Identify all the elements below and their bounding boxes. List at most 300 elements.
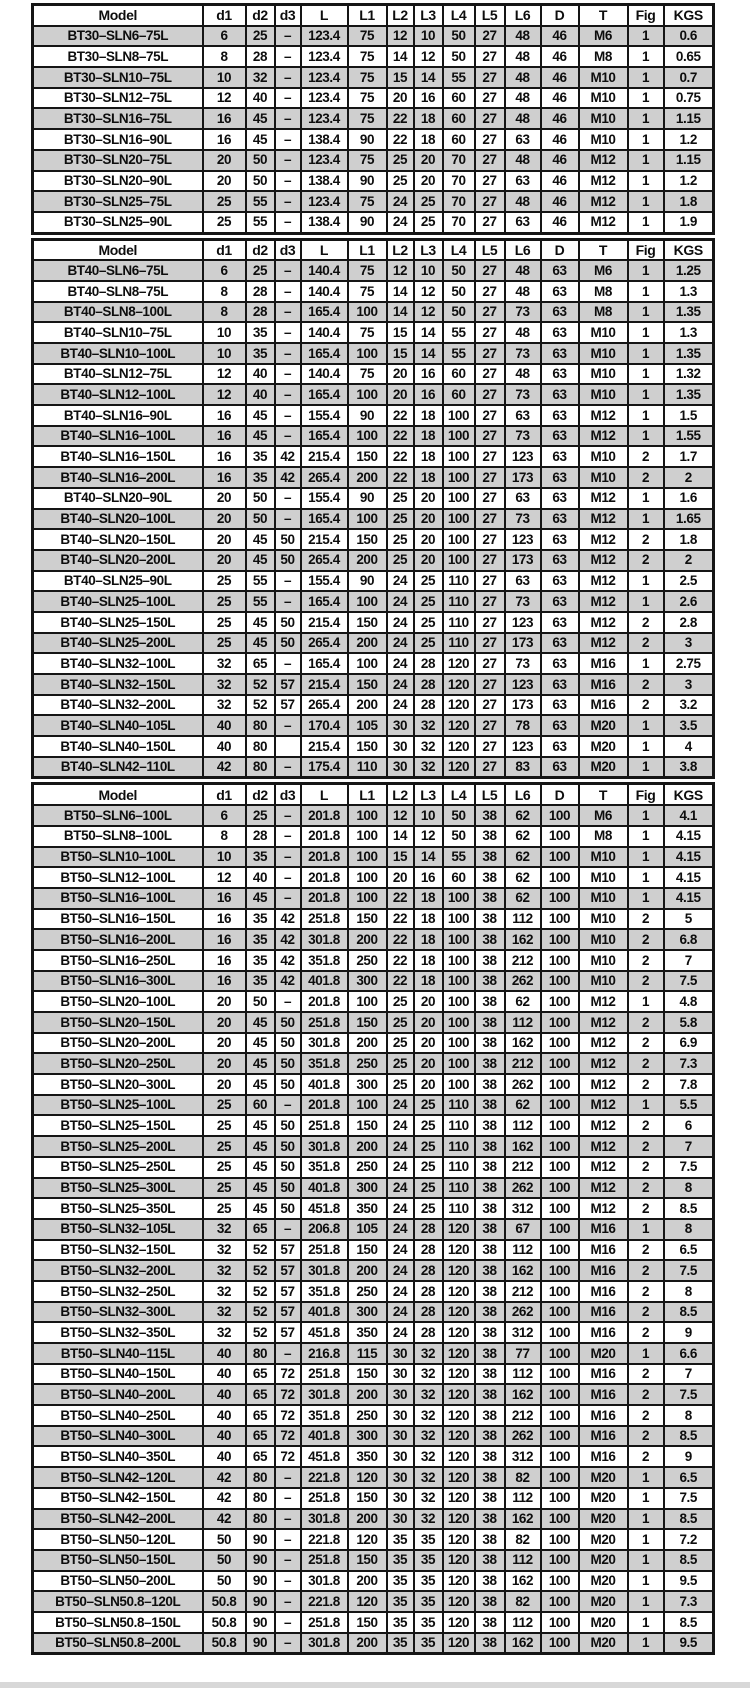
cell-d3: – <box>275 1219 301 1240</box>
cell-l1: 250 <box>348 1405 387 1426</box>
cell-kgs: 3.5 <box>664 715 714 736</box>
cell-kgs: 8 <box>664 1219 714 1240</box>
cell-l2: 25 <box>387 150 414 171</box>
cell-t: M10 <box>579 322 628 343</box>
cell-l2: 22 <box>387 467 414 488</box>
cell-d2: 40 <box>246 364 275 385</box>
cell-d3: – <box>275 88 301 109</box>
cell-d3: 50 <box>275 1033 301 1054</box>
cell-d2: 45 <box>246 1012 275 1033</box>
cell-d: 46 <box>541 129 579 150</box>
cell-l2: 25 <box>387 550 414 571</box>
cell-d3: – <box>275 108 301 129</box>
cell-d1: 32 <box>203 674 246 695</box>
cell-d: 46 <box>541 67 579 88</box>
cell-d3: 50 <box>275 612 301 633</box>
cell-d3: – <box>275 1591 301 1612</box>
cell-l: 251.8 <box>301 1612 348 1633</box>
table-row <box>33 571 714 592</box>
cell-t: M12 <box>579 612 628 633</box>
cell-l5: 27 <box>475 405 505 426</box>
cell-t: M16 <box>579 1364 628 1385</box>
cell-l2: 30 <box>387 1343 414 1364</box>
cell-d3: – <box>275 757 301 778</box>
cell-l: 221.8 <box>301 1467 348 1488</box>
cell-kgs: 4.15 <box>664 867 714 888</box>
cell-kgs: 1.2 <box>664 171 714 192</box>
cell-d1: 16 <box>203 971 246 992</box>
cell-d: 100 <box>541 1178 579 1199</box>
cell-fig: 1 <box>628 591 664 612</box>
table-row <box>33 653 714 674</box>
cell-d1: 25 <box>203 1115 246 1136</box>
cell-l6: 83 <box>505 757 541 778</box>
cell-t: M16 <box>579 653 628 674</box>
cell-l3: 25 <box>414 1178 443 1199</box>
cell-model: BT50–SLN50–150L <box>33 1550 203 1571</box>
cell-l3: 32 <box>414 1405 443 1426</box>
cell-l6: 62 <box>505 867 541 888</box>
table-row <box>33 1136 714 1157</box>
cell-fig: 1 <box>628 426 664 447</box>
cell-d1: 16 <box>203 446 246 467</box>
cell-d: 100 <box>541 1384 579 1405</box>
cell-t: M20 <box>579 1343 628 1364</box>
cell-l1: 200 <box>348 1509 387 1530</box>
cell-d: 100 <box>541 1322 579 1343</box>
cell-fig: 2 <box>628 909 664 930</box>
cell-d3: 42 <box>275 971 301 992</box>
cell-model: BT40–SLN12–100L <box>33 384 203 405</box>
cell-kgs: 1.65 <box>664 509 714 530</box>
cell-l2: 14 <box>387 826 414 847</box>
cell-l1: 200 <box>348 1260 387 1281</box>
cell-l: 165.4 <box>301 384 348 405</box>
cell-l4: 70 <box>443 150 475 171</box>
cell-l: 451.8 <box>301 1198 348 1219</box>
cell-l1: 150 <box>348 1612 387 1633</box>
cell-t: M16 <box>579 1426 628 1447</box>
cell-d1: 50 <box>203 1550 246 1571</box>
cell-l: 451.8 <box>301 1322 348 1343</box>
cell-model: BT50–SLN8–100L <box>33 826 203 847</box>
column-header-l2: L2 <box>387 239 414 260</box>
cell-fig: 1 <box>628 281 664 302</box>
cell-model: BT30–SLN20–75L <box>33 150 203 171</box>
cell-model: BT40–SLN40–150L <box>33 736 203 757</box>
cell-d3: – <box>275 67 301 88</box>
cell-l6: 48 <box>505 150 541 171</box>
spec-table <box>31 3 715 235</box>
cell-d: 63 <box>541 757 579 778</box>
cell-l: 301.8 <box>301 1033 348 1054</box>
cell-l6: 73 <box>505 343 541 364</box>
table-row <box>33 757 714 778</box>
cell-l6: 212 <box>505 1053 541 1074</box>
cell-l: 265.4 <box>301 695 348 716</box>
cell-l3: 25 <box>414 1115 443 1136</box>
cell-d1: 32 <box>203 653 246 674</box>
cell-l: 215.4 <box>301 612 348 633</box>
cell-d2: 90 <box>246 1550 275 1571</box>
cell-l4: 120 <box>443 1488 475 1509</box>
cell-l1: 75 <box>348 88 387 109</box>
cell-d2: 45 <box>246 612 275 633</box>
cell-fig: 1 <box>628 212 664 233</box>
cell-t: M12 <box>579 571 628 592</box>
cell-l4: 50 <box>443 302 475 323</box>
cell-t: M12 <box>579 1157 628 1178</box>
cell-l4: 120 <box>443 695 475 716</box>
cell-d1: 40 <box>203 736 246 757</box>
table-row <box>33 488 714 509</box>
cell-fig: 1 <box>628 1571 664 1592</box>
cell-d: 63 <box>541 302 579 323</box>
cell-d3: 50 <box>275 1012 301 1033</box>
cell-l2: 35 <box>387 1550 414 1571</box>
cell-d: 63 <box>541 674 579 695</box>
cell-l: 351.8 <box>301 1281 348 1302</box>
cell-d2: 52 <box>246 674 275 695</box>
cell-l: 165.4 <box>301 591 348 612</box>
cell-t: M10 <box>579 867 628 888</box>
cell-l4: 100 <box>443 950 475 971</box>
cell-d1: 25 <box>203 571 246 592</box>
cell-l4: 60 <box>443 129 475 150</box>
cell-model: BT30–SLN20–90L <box>33 171 203 192</box>
cell-d: 100 <box>541 1074 579 1095</box>
cell-l6: 73 <box>505 653 541 674</box>
cell-d3: – <box>275 826 301 847</box>
cell-l2: 20 <box>387 88 414 109</box>
cell-model: BT30–SLN16–90L <box>33 129 203 150</box>
cell-t: M20 <box>579 715 628 736</box>
cell-model: BT50–SLN25–150L <box>33 1115 203 1136</box>
cell-d1: 32 <box>203 695 246 716</box>
cell-d2: 52 <box>246 1302 275 1323</box>
cell-model: BT50–SLN50.8–120L <box>33 1591 203 1612</box>
cell-d2: 50 <box>246 150 275 171</box>
cell-l3: 25 <box>414 1136 443 1157</box>
cell-kgs: 6.5 <box>664 1240 714 1261</box>
cell-d1: 32 <box>203 1322 246 1343</box>
cell-l4: 100 <box>443 405 475 426</box>
cell-l6: 112 <box>505 1550 541 1571</box>
cell-d1: 6 <box>203 260 246 281</box>
cell-l2: 25 <box>387 1012 414 1033</box>
cell-l2: 24 <box>387 1260 414 1281</box>
cell-l3: 35 <box>414 1550 443 1571</box>
cell-l5: 27 <box>475 612 505 633</box>
header-row <box>33 239 714 260</box>
cell-t: M16 <box>579 1446 628 1467</box>
cell-d1: 42 <box>203 1509 246 1530</box>
cell-d3: – <box>275 867 301 888</box>
cell-l4: 100 <box>443 909 475 930</box>
cell-d: 100 <box>541 929 579 950</box>
column-header-l3: L3 <box>414 5 443 26</box>
cell-t: M12 <box>579 991 628 1012</box>
cell-l6: 48 <box>505 67 541 88</box>
cell-l2: 22 <box>387 405 414 426</box>
cell-d2: 45 <box>246 1053 275 1074</box>
cell-t: M10 <box>579 67 628 88</box>
cell-d1: 12 <box>203 384 246 405</box>
cell-d2: 35 <box>246 322 275 343</box>
cell-d: 100 <box>541 1115 579 1136</box>
cell-l6: 62 <box>505 1095 541 1116</box>
cell-kgs: 5.5 <box>664 1095 714 1116</box>
cell-l1: 75 <box>348 26 387 47</box>
cell-model: BT40–SLN25–100L <box>33 591 203 612</box>
cell-l3: 32 <box>414 757 443 778</box>
cell-fig: 1 <box>628 1529 664 1550</box>
cell-kgs: 7 <box>664 1136 714 1157</box>
cell-d1: 12 <box>203 88 246 109</box>
cell-l2: 25 <box>387 488 414 509</box>
cell-kgs: 1.25 <box>664 260 714 281</box>
cell-l1: 150 <box>348 1012 387 1033</box>
cell-t: M20 <box>579 1488 628 1509</box>
cell-d3: – <box>275 191 301 212</box>
cell-t: M10 <box>579 950 628 971</box>
cell-model: BT50–SLN25–200L <box>33 1136 203 1157</box>
cell-d2: 52 <box>246 1240 275 1261</box>
cell-l3: 14 <box>414 322 443 343</box>
column-header-l4: L4 <box>443 784 475 805</box>
cell-l2: 15 <box>387 343 414 364</box>
table-row <box>33 1426 714 1447</box>
cell-d2: 50 <box>246 509 275 530</box>
cell-l2: 24 <box>387 1198 414 1219</box>
cell-model: BT50–SLN20–100L <box>33 991 203 1012</box>
cell-l1: 200 <box>348 1136 387 1157</box>
cell-t: M8 <box>579 281 628 302</box>
cell-l3: 25 <box>414 212 443 233</box>
cell-l2: 24 <box>387 212 414 233</box>
cell-d: 100 <box>541 1053 579 1074</box>
cell-l3: 18 <box>414 950 443 971</box>
cell-l6: 63 <box>505 129 541 150</box>
cell-l2: 30 <box>387 1384 414 1405</box>
cell-l6: 112 <box>505 909 541 930</box>
cell-model: BT50–SLN40–350L <box>33 1446 203 1467</box>
cell-l: 138.4 <box>301 212 348 233</box>
cell-d: 100 <box>541 1591 579 1612</box>
cell-l6: 63 <box>505 405 541 426</box>
cell-l3: 14 <box>414 343 443 364</box>
column-header-model: Model <box>33 5 203 26</box>
cell-l4: 110 <box>443 1178 475 1199</box>
cell-d3: – <box>275 322 301 343</box>
cell-model: BT40–SLN16–100L <box>33 426 203 447</box>
cell-d3: – <box>275 1550 301 1571</box>
cell-d: 46 <box>541 191 579 212</box>
cell-l6: 62 <box>505 805 541 826</box>
cell-fig: 2 <box>628 674 664 695</box>
cell-t: M10 <box>579 364 628 385</box>
cell-kgs: 9 <box>664 1322 714 1343</box>
cell-l6: 48 <box>505 46 541 67</box>
cell-l2: 30 <box>387 1446 414 1467</box>
cell-model: BT50–SLN25–100L <box>33 1095 203 1116</box>
cell-l3: 20 <box>414 550 443 571</box>
cell-l4: 120 <box>443 1364 475 1385</box>
cell-l: 201.8 <box>301 867 348 888</box>
cell-l5: 38 <box>475 1509 505 1530</box>
cell-l3: 20 <box>414 488 443 509</box>
cell-l5: 27 <box>475 343 505 364</box>
cell-l3: 10 <box>414 260 443 281</box>
cell-kgs: 6.6 <box>664 1343 714 1364</box>
cell-l1: 100 <box>348 991 387 1012</box>
column-header-d3: d3 <box>275 5 301 26</box>
cell-l: 155.4 <box>301 405 348 426</box>
cell-l4: 120 <box>443 736 475 757</box>
cell-l1: 150 <box>348 1115 387 1136</box>
cell-kgs: 1.8 <box>664 191 714 212</box>
cell-d3: – <box>275 1509 301 1530</box>
cell-kgs: 6 <box>664 1115 714 1136</box>
cell-d2: 45 <box>246 405 275 426</box>
cell-d1: 32 <box>203 1302 246 1323</box>
cell-model: BT40–SLN16–150L <box>33 446 203 467</box>
cell-l5: 38 <box>475 1384 505 1405</box>
cell-l1: 200 <box>348 1384 387 1405</box>
cell-l1: 200 <box>348 550 387 571</box>
cell-fig: 1 <box>628 260 664 281</box>
column-header-l3: L3 <box>414 239 443 260</box>
cell-d1: 20 <box>203 150 246 171</box>
cell-t: M20 <box>579 1529 628 1550</box>
cell-model: BT40–SLN8–75L <box>33 281 203 302</box>
cell-l5: 38 <box>475 1467 505 1488</box>
cell-l3: 25 <box>414 591 443 612</box>
cell-kgs: 1.32 <box>664 364 714 385</box>
cell-l6: 48 <box>505 322 541 343</box>
column-header-t: T <box>579 239 628 260</box>
cell-t: M20 <box>579 1591 628 1612</box>
cell-d3: – <box>275 129 301 150</box>
cell-d1: 16 <box>203 426 246 447</box>
cell-d: 100 <box>541 991 579 1012</box>
table-row <box>33 260 714 281</box>
cell-l2: 22 <box>387 129 414 150</box>
cell-d3: 57 <box>275 1281 301 1302</box>
cell-l4: 100 <box>443 446 475 467</box>
table-row <box>33 405 714 426</box>
cell-l5: 27 <box>475 446 505 467</box>
cell-d: 100 <box>541 909 579 930</box>
cell-l4: 110 <box>443 1136 475 1157</box>
cell-d1: 40 <box>203 1384 246 1405</box>
cell-d: 100 <box>541 1157 579 1178</box>
cell-l2: 15 <box>387 847 414 868</box>
table-row <box>33 322 714 343</box>
cell-d3: – <box>275 1612 301 1633</box>
cell-l5: 38 <box>475 1053 505 1074</box>
cell-t: M10 <box>579 384 628 405</box>
cell-d: 63 <box>541 343 579 364</box>
cell-t: M12 <box>579 191 628 212</box>
cell-d1: 20 <box>203 171 246 192</box>
cell-fig: 1 <box>628 46 664 67</box>
cell-kgs: 3 <box>664 633 714 654</box>
column-header-d: D <box>541 5 579 26</box>
cell-d2: 25 <box>246 26 275 47</box>
cell-l: 401.8 <box>301 1426 348 1447</box>
cell-l: 170.4 <box>301 715 348 736</box>
cell-kgs: 3.2 <box>664 695 714 716</box>
cell-fig: 2 <box>628 1136 664 1157</box>
cell-l3: 35 <box>414 1529 443 1550</box>
cell-model: BT40–SLN40–105L <box>33 715 203 736</box>
cell-d: 100 <box>541 1509 579 1530</box>
cell-d2: 90 <box>246 1612 275 1633</box>
cell-l2: 14 <box>387 46 414 67</box>
cell-l4: 120 <box>443 1509 475 1530</box>
cell-d3: – <box>275 384 301 405</box>
cell-l1: 150 <box>348 446 387 467</box>
cell-d3: 42 <box>275 950 301 971</box>
cell-l4: 120 <box>443 653 475 674</box>
cell-t: M12 <box>579 550 628 571</box>
cell-l3: 32 <box>414 736 443 757</box>
cell-d: 100 <box>541 1633 579 1654</box>
cell-t: M20 <box>579 736 628 757</box>
cell-l3: 18 <box>414 446 443 467</box>
cell-l2: 12 <box>387 260 414 281</box>
cell-l3: 28 <box>414 1281 443 1302</box>
cell-model: BT50–SLN16–150L <box>33 909 203 930</box>
cell-l6: 212 <box>505 1157 541 1178</box>
cell-l5: 38 <box>475 1198 505 1219</box>
cell-l4: 120 <box>443 1550 475 1571</box>
cell-d3: 72 <box>275 1405 301 1426</box>
table-row <box>33 1033 714 1054</box>
cell-d1: 16 <box>203 467 246 488</box>
cell-l2: 14 <box>387 302 414 323</box>
table-row <box>33 950 714 971</box>
cell-d3: – <box>275 1529 301 1550</box>
cell-l2: 20 <box>387 364 414 385</box>
cell-d1: 20 <box>203 509 246 530</box>
cell-kgs: 3 <box>664 674 714 695</box>
cell-d2: 52 <box>246 1281 275 1302</box>
cell-kgs: 7.3 <box>664 1053 714 1074</box>
cell-l5: 27 <box>475 695 505 716</box>
cell-l6: 77 <box>505 1343 541 1364</box>
cell-d: 63 <box>541 509 579 530</box>
cell-l3: 32 <box>414 715 443 736</box>
cell-l3: 14 <box>414 67 443 88</box>
cell-l4: 120 <box>443 1612 475 1633</box>
cell-l2: 30 <box>387 1467 414 1488</box>
cell-d: 100 <box>541 1343 579 1364</box>
cell-fig: 2 <box>628 446 664 467</box>
cell-t: M16 <box>579 1219 628 1240</box>
cell-l3: 28 <box>414 1240 443 1261</box>
cell-l1: 100 <box>348 888 387 909</box>
cell-l1: 75 <box>348 67 387 88</box>
cell-d2: 52 <box>246 1260 275 1281</box>
cell-d2: 80 <box>246 1343 275 1364</box>
cell-l2: 20 <box>387 384 414 405</box>
cell-l3: 25 <box>414 1198 443 1219</box>
cell-d: 46 <box>541 108 579 129</box>
cell-l1: 100 <box>348 653 387 674</box>
cell-d2: 80 <box>246 715 275 736</box>
